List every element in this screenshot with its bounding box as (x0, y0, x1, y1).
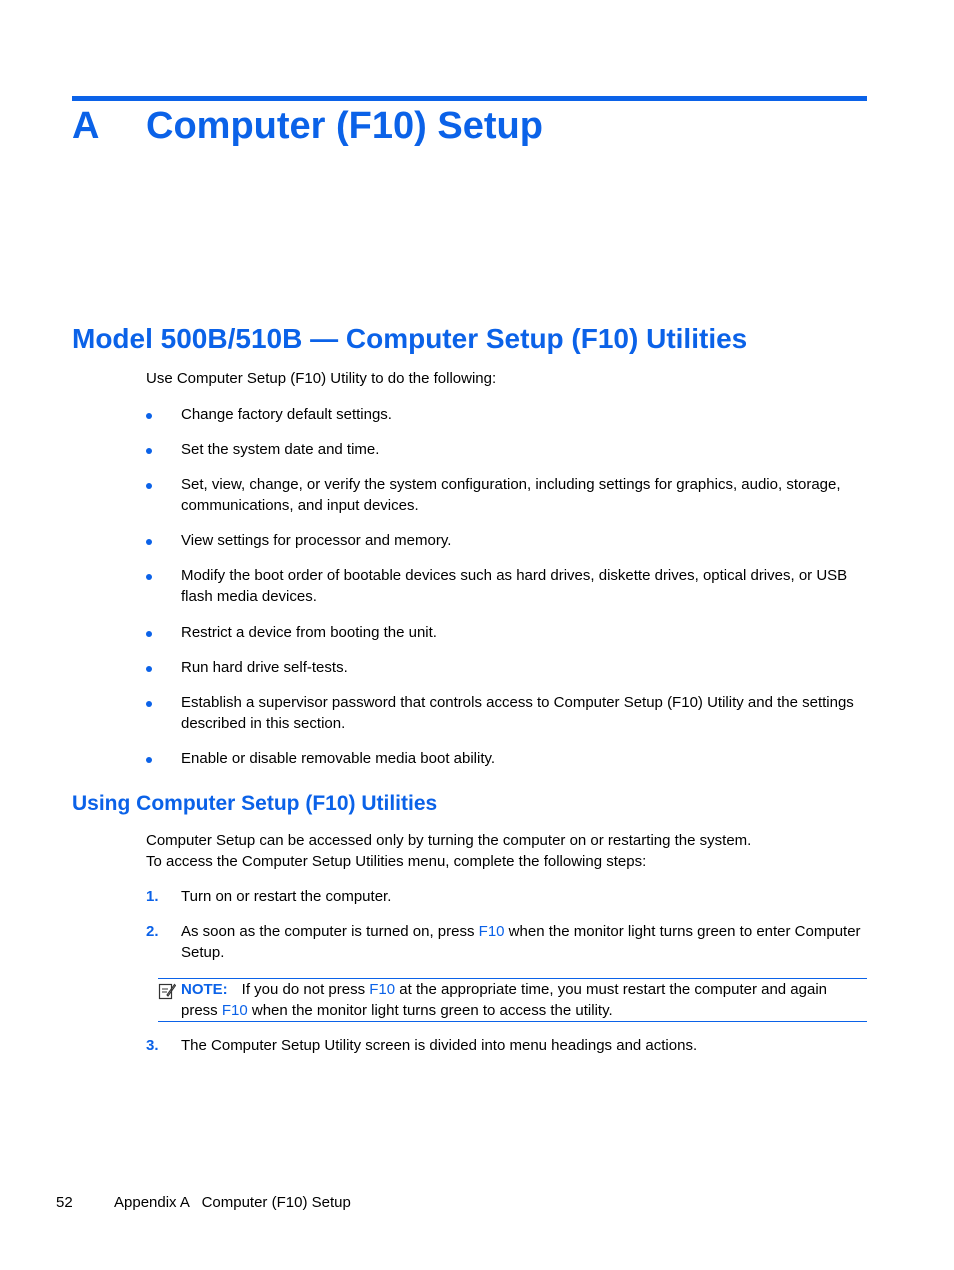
step-text-post: when the monitor light turns green to enter Computer Setup. (181, 923, 861, 961)
chapter-rule (72, 96, 867, 101)
subsection-intro-line2: To access the Computer Setup Utilities menu, complete the following steps: (146, 853, 647, 870)
bullet-dot (146, 631, 152, 637)
step-text (181, 921, 867, 963)
section-heading: Model 500B/510B — Computer Setup (F10) Utilities (72, 323, 748, 354)
bullet-dot (146, 666, 152, 672)
subsection-heading: Using Computer Setup (F10) Utilities (72, 792, 438, 815)
f10-key-link[interactable]: F10 (369, 981, 396, 998)
step-text: The Computer Setup Utility screen is divided into menu headings and actions. (181, 1037, 698, 1054)
step-text: Turn on or restart the computer. (181, 888, 392, 905)
list-item-text: Run hard drive self-tests. (181, 659, 348, 676)
section-intro: Use Computer Setup (F10) Utility to do the following: (146, 370, 497, 387)
f10-key-link[interactable]: F10 (478, 923, 505, 940)
step-number: 3. (146, 1037, 159, 1054)
list-item-text: Modify the boot order of bootable devices such as hard drives, diskette drives, optical drives, or USB flash media devices. (181, 567, 848, 605)
note-text (181, 979, 867, 1021)
chapter-title: Computer (F10) Setup (146, 105, 543, 147)
list-item-text: Restrict a device from booting the unit. (181, 624, 437, 641)
f10-key-link[interactable]: F10 (221, 1002, 248, 1019)
bullet-dot (146, 757, 152, 763)
footer-text: Appendix A Computer (F10) Setup (114, 1194, 351, 1211)
note-text-mid: at the appropriate time, you must restart the computer and again press (181, 981, 828, 1019)
subsection-intro-line1: Computer Setup can be accessed only by turning the computer on or restarting the system. (146, 832, 752, 849)
list-item-text: Establish a supervisor password that controls access to Computer Setup (F10) Utility and the settings described in this section. (181, 694, 854, 732)
bullet-dot (146, 539, 152, 545)
step-number: 2. (146, 923, 159, 940)
list-item-text: Enable or disable removable media boot ability. (181, 750, 496, 767)
bullet-dot (146, 448, 152, 454)
bullet-dot (146, 574, 152, 580)
page-number: 52 (56, 1194, 73, 1211)
step-text-pre: As soon as the computer is turned on, press (181, 923, 479, 940)
list-item-text: Change factory default settings. (181, 406, 392, 423)
bullet-dot (146, 701, 152, 707)
note-text-pre: If you do not press (241, 981, 370, 998)
bullet-dot (146, 413, 152, 419)
list-item-text: Set, view, change, or verify the system configuration, including settings for graphics, audio, storage, communications, and input devices. (181, 476, 841, 514)
chapter-letter: A (72, 105, 100, 147)
note-label: NOTE: (181, 981, 228, 998)
list-item-text: View settings for processor and memory. (181, 532, 452, 549)
note-box (158, 978, 867, 1022)
note-pencil-icon (158, 982, 176, 1000)
list-item-text: Set the system date and time. (181, 441, 380, 458)
step-number: 1. (146, 888, 159, 905)
bullet-dot (146, 483, 152, 489)
note-text-post: when the monitor light turns green to access the utility. (247, 1002, 613, 1019)
